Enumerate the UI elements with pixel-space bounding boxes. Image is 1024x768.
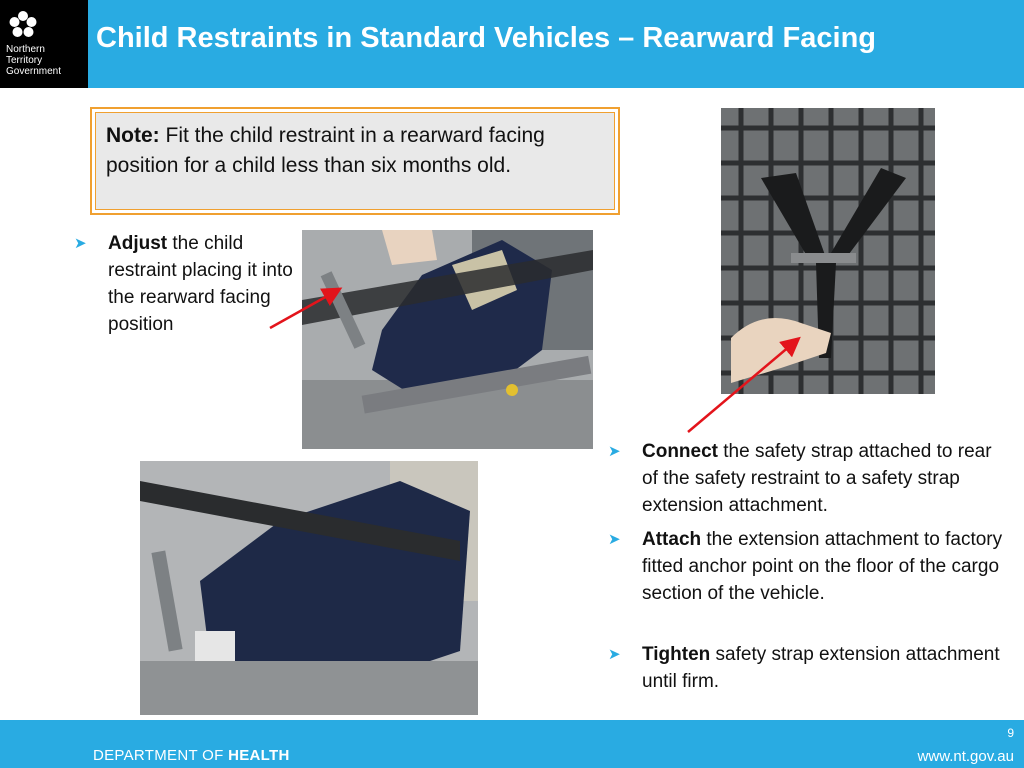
bullet-connect [608, 438, 1012, 519]
bullet-tighten-bold: Tighten [642, 644, 711, 665]
bullet-attach-bold: Attach [642, 529, 702, 550]
note-text: Fit the child restraint in a rearward facing position for a child less than six months old. [106, 124, 545, 177]
slide-footer [0, 720, 1024, 768]
page-number: 9 [1007, 726, 1014, 740]
department-label [93, 747, 290, 764]
arrow-to-seat [270, 290, 338, 328]
department-name: HEALTH [228, 747, 290, 764]
bullet-arrow-icon: ➤ [608, 443, 621, 460]
bullet-attach-text: the extension attachment to factory fitted anchor point on the floor of the cargo section of the vehicle. [642, 529, 1003, 604]
logo-text-line-1: Northern [6, 44, 45, 55]
bullet-arrow-icon: ➤ [608, 531, 621, 548]
bullet-adjust-text: the child restraint placing it into the rearward facing position [108, 233, 293, 335]
department-prefix: DEPARTMENT OF [93, 747, 229, 764]
logo-text-line-2: Territory [6, 55, 43, 66]
website-link[interactable]: www.nt.gov.au [917, 748, 1014, 765]
bullet-arrow-icon: ➤ [74, 235, 87, 252]
bullet-tighten-text: safety strap extension attachment until firm. [642, 644, 1000, 692]
bullet-arrow-icon: ➤ [608, 646, 621, 663]
logo-text-line-3: Government [6, 66, 62, 77]
bullet-adjust-bold: Adjust [108, 233, 168, 254]
arrow-to-strap [688, 340, 797, 432]
bullet-connect-text: the safety strap attached to rear of the safety restraint to a safety strap extension attachment. [642, 441, 992, 516]
slide-title: Child Restraints in Standard Vehicles – Rearward Facing [96, 22, 877, 54]
bullet-attach [608, 526, 1012, 607]
bullet-connect-bold: Connect [642, 441, 718, 462]
bullet-tighten [608, 641, 1012, 695]
note-label: Note: [106, 124, 160, 147]
